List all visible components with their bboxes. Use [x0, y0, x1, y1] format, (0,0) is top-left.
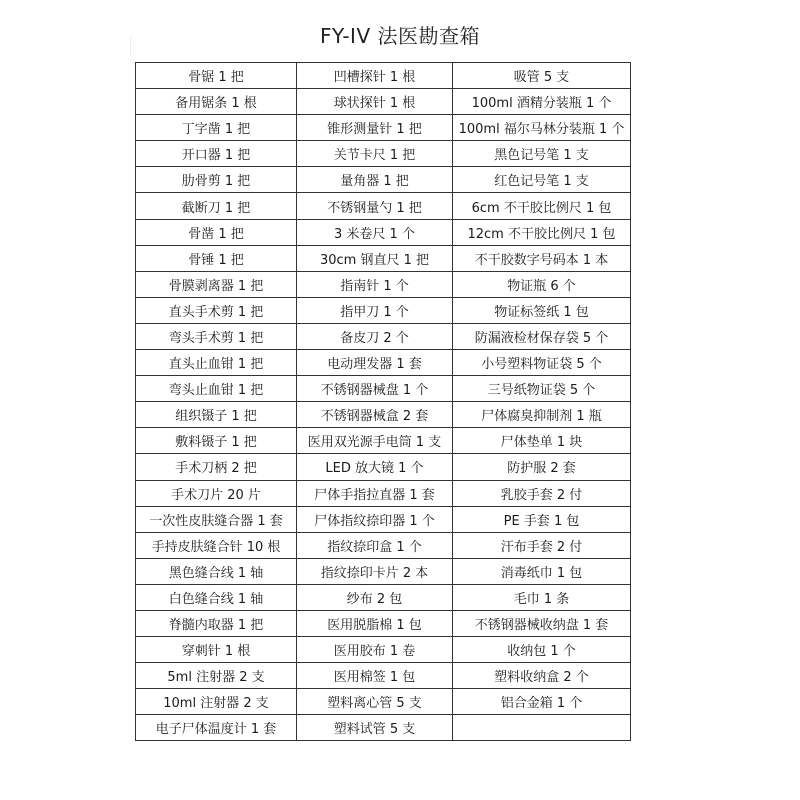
table-cell: 医用脱脂棉 1 包 — [297, 610, 453, 636]
table-cell: 塑料试管 5 支 — [297, 715, 453, 741]
table-cell: 肋骨剪 1 把 — [136, 167, 297, 193]
table-cell: 丁字凿 1 把 — [136, 115, 297, 141]
table-row — [136, 402, 631, 428]
table-row — [136, 141, 631, 167]
table-row — [136, 167, 631, 193]
table-row — [136, 663, 631, 689]
table-cell: 不锈钢量勺 1 把 — [297, 193, 453, 219]
table-cell: 手术刀柄 2 把 — [136, 454, 297, 480]
table-cell: 弯头止血钳 1 把 — [136, 376, 297, 402]
table-cell: 黑色缝合线 1 轴 — [136, 558, 297, 584]
table-cell: 指南针 1 个 — [297, 271, 453, 297]
table-row — [136, 63, 631, 89]
table-cell: 备皮刀 2 个 — [297, 323, 453, 349]
table-row — [136, 193, 631, 219]
table-cell: 指纹捺印盒 1 个 — [297, 532, 453, 558]
table-cell: 物证标签纸 1 包 — [453, 297, 631, 323]
table-cell: 消毒纸巾 1 包 — [453, 558, 631, 584]
table-cell: PE 手套 1 包 — [453, 506, 631, 532]
table-cell: 骨凿 1 把 — [136, 219, 297, 245]
table-cell: 尸体垫单 1 块 — [453, 428, 631, 454]
table-cell: 不干胶数字号码本 1 本 — [453, 245, 631, 271]
equipment-table — [135, 62, 631, 741]
table-cell: 10ml 注射器 2 支 — [136, 689, 297, 715]
table-row — [136, 454, 631, 480]
table-cell: 开口器 1 把 — [136, 141, 297, 167]
table-row — [136, 271, 631, 297]
table-cell: 12cm 不干胶比例尺 1 包 — [453, 219, 631, 245]
table-cell: 医用胶布 1 卷 — [297, 637, 453, 663]
table-row — [136, 715, 631, 741]
table-cell: 塑料收纳盒 2 个 — [453, 663, 631, 689]
table-cell: 穿刺针 1 根 — [136, 637, 297, 663]
table-cell: 量角器 1 把 — [297, 167, 453, 193]
table-cell: 敷料镊子 1 把 — [136, 428, 297, 454]
table-cell: 防护服 2 套 — [453, 454, 631, 480]
table-row — [136, 689, 631, 715]
table-cell: 医用棉签 1 包 — [297, 663, 453, 689]
table-cell: 收纳包 1 个 — [453, 637, 631, 663]
table-cell: 截断刀 1 把 — [136, 193, 297, 219]
table-cell: 乳胶手套 2 付 — [453, 480, 631, 506]
table-cell: 一次性皮肤缝合器 1 套 — [136, 506, 297, 532]
table-cell: 6cm 不干胶比例尺 1 包 — [453, 193, 631, 219]
table-cell: 不锈钢器械盘 1 个 — [297, 376, 453, 402]
table-cell: 吸管 5 支 — [453, 63, 631, 89]
table-cell: 脊髓内取器 1 把 — [136, 610, 297, 636]
table-cell: 小号塑料物证袋 5 个 — [453, 350, 631, 376]
table-cell: 5ml 注射器 2 支 — [136, 663, 297, 689]
table-row — [136, 323, 631, 349]
table-cell: 尸体腐臭抑制剂 1 瓶 — [453, 402, 631, 428]
table-row — [136, 637, 631, 663]
table-cell — [453, 715, 631, 741]
table-cell: 关节卡尺 1 把 — [297, 141, 453, 167]
table-cell: 弯头手术剪 1 把 — [136, 323, 297, 349]
table-cell: 不锈钢器械收纳盘 1 套 — [453, 610, 631, 636]
table-cell: 防漏液检材保存袋 5 个 — [453, 323, 631, 349]
table-cell: 汗布手套 2 付 — [453, 532, 631, 558]
table-row — [136, 350, 631, 376]
table-cell: 红色记号笔 1 支 — [453, 167, 631, 193]
table-row — [136, 532, 631, 558]
table-cell: 指纹捺印卡片 2 本 — [297, 558, 453, 584]
table-cell: 不锈钢器械盒 2 套 — [297, 402, 453, 428]
table-cell: 三号纸物证袋 5 个 — [453, 376, 631, 402]
table-row — [136, 376, 631, 402]
table-cell: 锥形测量针 1 把 — [297, 115, 453, 141]
equipment-table-body — [136, 63, 631, 741]
table-cell: 电动理发器 1 套 — [297, 350, 453, 376]
table-cell: 100ml 福尔马林分装瓶 1 个 — [453, 115, 631, 141]
table-cell: 球状探针 1 根 — [297, 89, 453, 115]
table-row — [136, 115, 631, 141]
table-cell: 凹槽探针 1 根 — [297, 63, 453, 89]
table-cell: 3 米卷尺 1 个 — [297, 219, 453, 245]
table-cell: 直头止血钳 1 把 — [136, 350, 297, 376]
table-row — [136, 245, 631, 271]
table-cell: 纱布 2 包 — [297, 584, 453, 610]
table-cell: 塑料离心管 5 支 — [297, 689, 453, 715]
table-cell: 组织镊子 1 把 — [136, 402, 297, 428]
table-row — [136, 610, 631, 636]
table-cell: 电子尸体温度计 1 套 — [136, 715, 297, 741]
page-title: FY-IV 法医勘查箱 — [319, 24, 480, 48]
table-row — [136, 480, 631, 506]
table-cell: 尸体手指拉直器 1 套 — [297, 480, 453, 506]
table-cell: 骨膜剥离器 1 把 — [136, 271, 297, 297]
table-cell: LED 放大镜 1 个 — [297, 454, 453, 480]
table-cell: 骨锯 1 把 — [136, 63, 297, 89]
table-cell: 100ml 酒精分装瓶 1 个 — [453, 89, 631, 115]
table-cell: 铝合金箱 1 个 — [453, 689, 631, 715]
table-cell: 黑色记号笔 1 支 — [453, 141, 631, 167]
table-cell: 物证瓶 6 个 — [453, 271, 631, 297]
table-row — [136, 89, 631, 115]
table-cell: 30cm 钢直尺 1 把 — [297, 245, 453, 271]
table-row — [136, 506, 631, 532]
table-cell: 备用锯条 1 根 — [136, 89, 297, 115]
table-cell: 手持皮肤缝合针 10 根 — [136, 532, 297, 558]
table-cell: 手术刀片 20 片 — [136, 480, 297, 506]
table-cell: 尸体指纹捺印器 1 个 — [297, 506, 453, 532]
table-row — [136, 219, 631, 245]
table-cell: 直头手术剪 1 把 — [136, 297, 297, 323]
table-row — [136, 297, 631, 323]
table-row — [136, 558, 631, 584]
table-row — [136, 428, 631, 454]
table-cell: 医用双光源手电筒 1 支 — [297, 428, 453, 454]
table-cell: 骨锤 1 把 — [136, 245, 297, 271]
table-cell: 白色缝合线 1 轴 — [136, 584, 297, 610]
table-cell: 指甲刀 1 个 — [297, 297, 453, 323]
table-row — [136, 584, 631, 610]
table-cell: 毛巾 1 条 — [453, 584, 631, 610]
